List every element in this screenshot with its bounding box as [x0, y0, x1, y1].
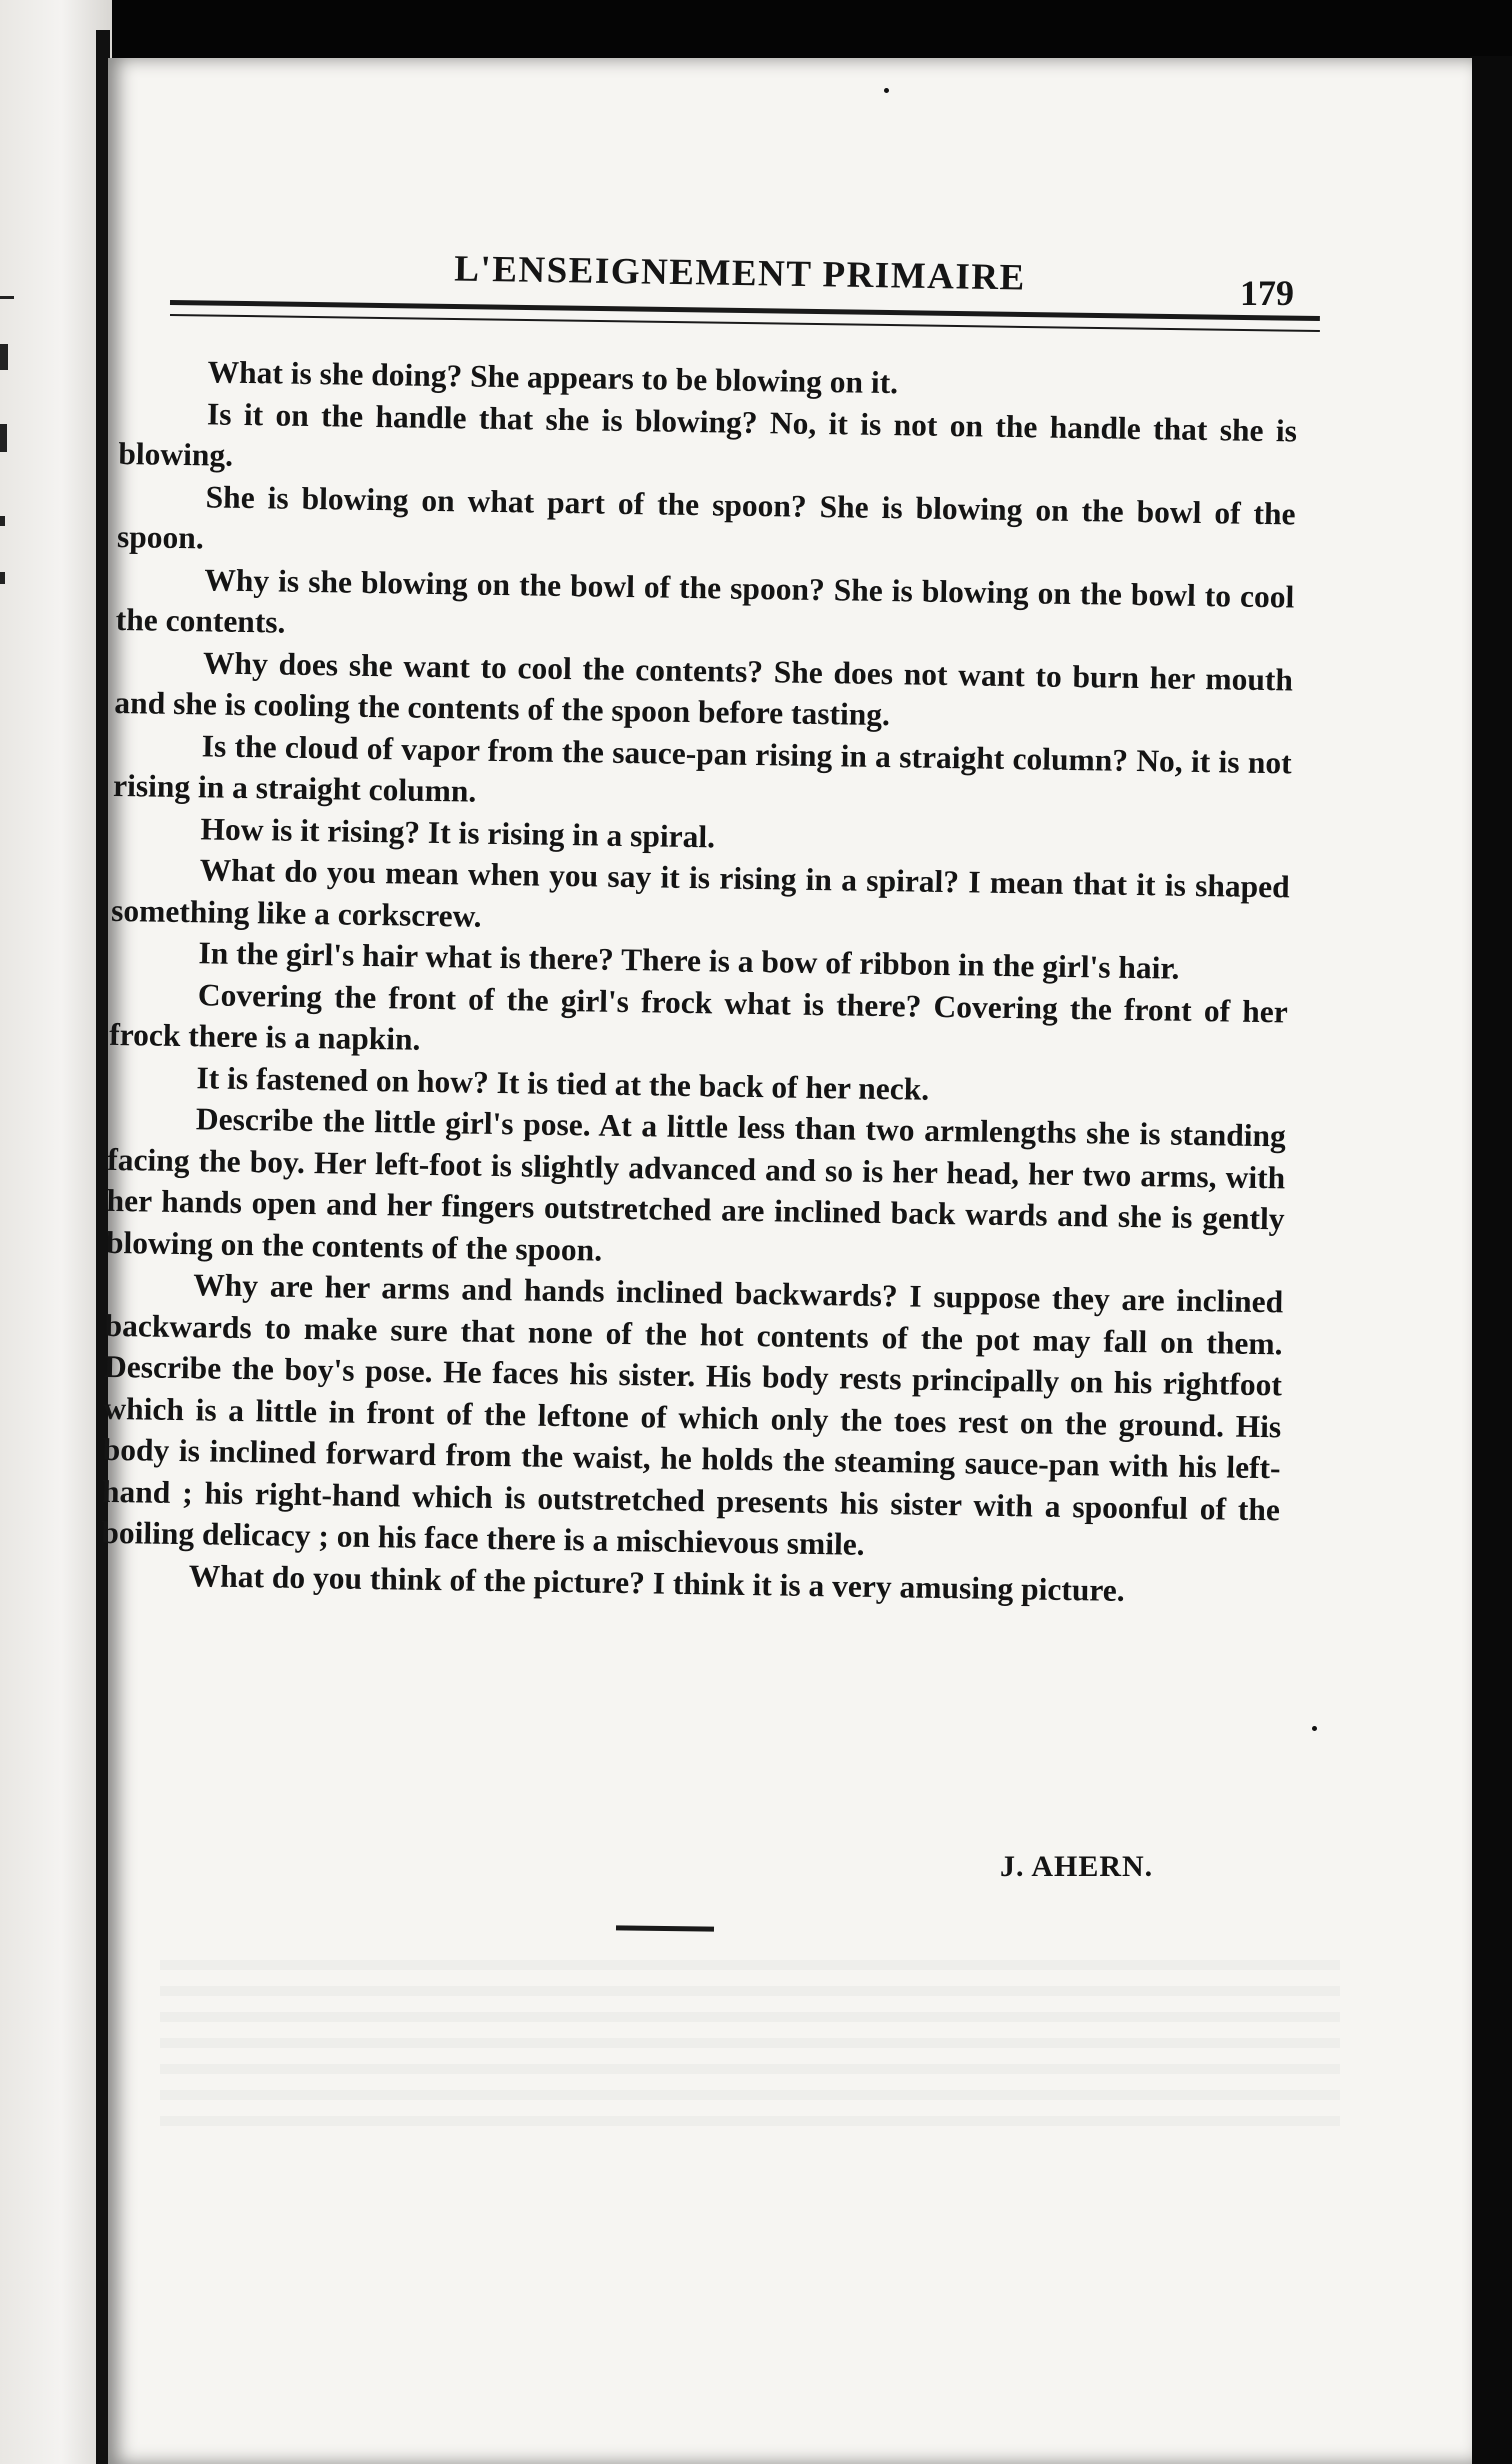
- paragraph: How is it rising? It is rising in a spiral.: [200, 810, 716, 854]
- margin-mark: [0, 572, 5, 584]
- speck: [1312, 1726, 1317, 1731]
- running-header-title: L'ENSEIGNEMENT PRIMAIRE: [453, 248, 1027, 299]
- paragraph: In the girl's hair what is there? There is a bow of ribbon in the girl's hair.: [198, 935, 1180, 986]
- paragraph: Describe the little girl's pose. At a little less than two armlengths she is standing facing the boy. Her left-foot is slightly advanced and so is her head, her two arms, with her hands open and her fingers outstretched are inclined back wards and she is gently blowing on the contents of the spoon.: [105, 1101, 1287, 1268]
- paragraph: What do you think of the picture? I think it is a very amusing picture.: [188, 1557, 1126, 1608]
- paragraph: What do you mean when you say it is rising in a spiral? I mean that it is shaped something like a corkscrew.: [110, 852, 1290, 934]
- author-signature: J. AHERN.: [1000, 1850, 1154, 1883]
- page-number: 179: [1240, 273, 1294, 313]
- speck: [884, 88, 889, 93]
- paragraph: Why is she blowing on the bowl of the spoon? She is blowing on the bowl to cool the contents.: [115, 561, 1295, 640]
- paragraph: Covering the front of the girl's frock what is there? Covering the front of her frock there is a napkin.: [108, 976, 1289, 1057]
- paragraph: Why does she want to cool the contents? She does not want to burn her mouth and she is cooling the contents of the spoon before tasting.: [114, 644, 1294, 733]
- paragraph: Is it on the handle that she is blowing? No, it is not on the handle that she is blowing.: [118, 395, 1298, 473]
- paragraph: It is fastened on how? It is tied at the back of her neck.: [196, 1059, 930, 1107]
- margin-mark: [0, 516, 5, 526]
- bleed-through-text: [160, 1960, 1340, 2130]
- paragraph: Is the cloud of vapor from the sauce-pan rising in a straight column? No, it is not rising in a straight column.: [112, 727, 1292, 809]
- right-scan-border: [1470, 56, 1512, 2464]
- paragraph: Why are her arms and hands inclined backwards? I suppose they are inclined backwards to make sure that none of the hot contents of the pot may fall on them. Describe the boy's pose. He faces his sister. His body rests principally on his rightfoot which is a little in front of the leftone of which only the toes rest on the ground. His body is inclined forward from the waist, he holds the steaming sauce-pan with his left-hand ; his right-hand which is outstretched presents his sister with a spoonful of the boiling delicacy ; on his face there is a mischievous smile.: [101, 1267, 1284, 1562]
- margin-mark: [0, 296, 14, 299]
- margin-mark: [0, 344, 8, 370]
- article-body: [100, 350, 1297, 1613]
- paragraph: What is she doing? She appears to be blowing on it.: [207, 354, 899, 401]
- paragraph: She is blowing on what part of the spoon? She is blowing on the bowl of the spoon.: [116, 478, 1296, 556]
- margin-mark: [0, 424, 7, 452]
